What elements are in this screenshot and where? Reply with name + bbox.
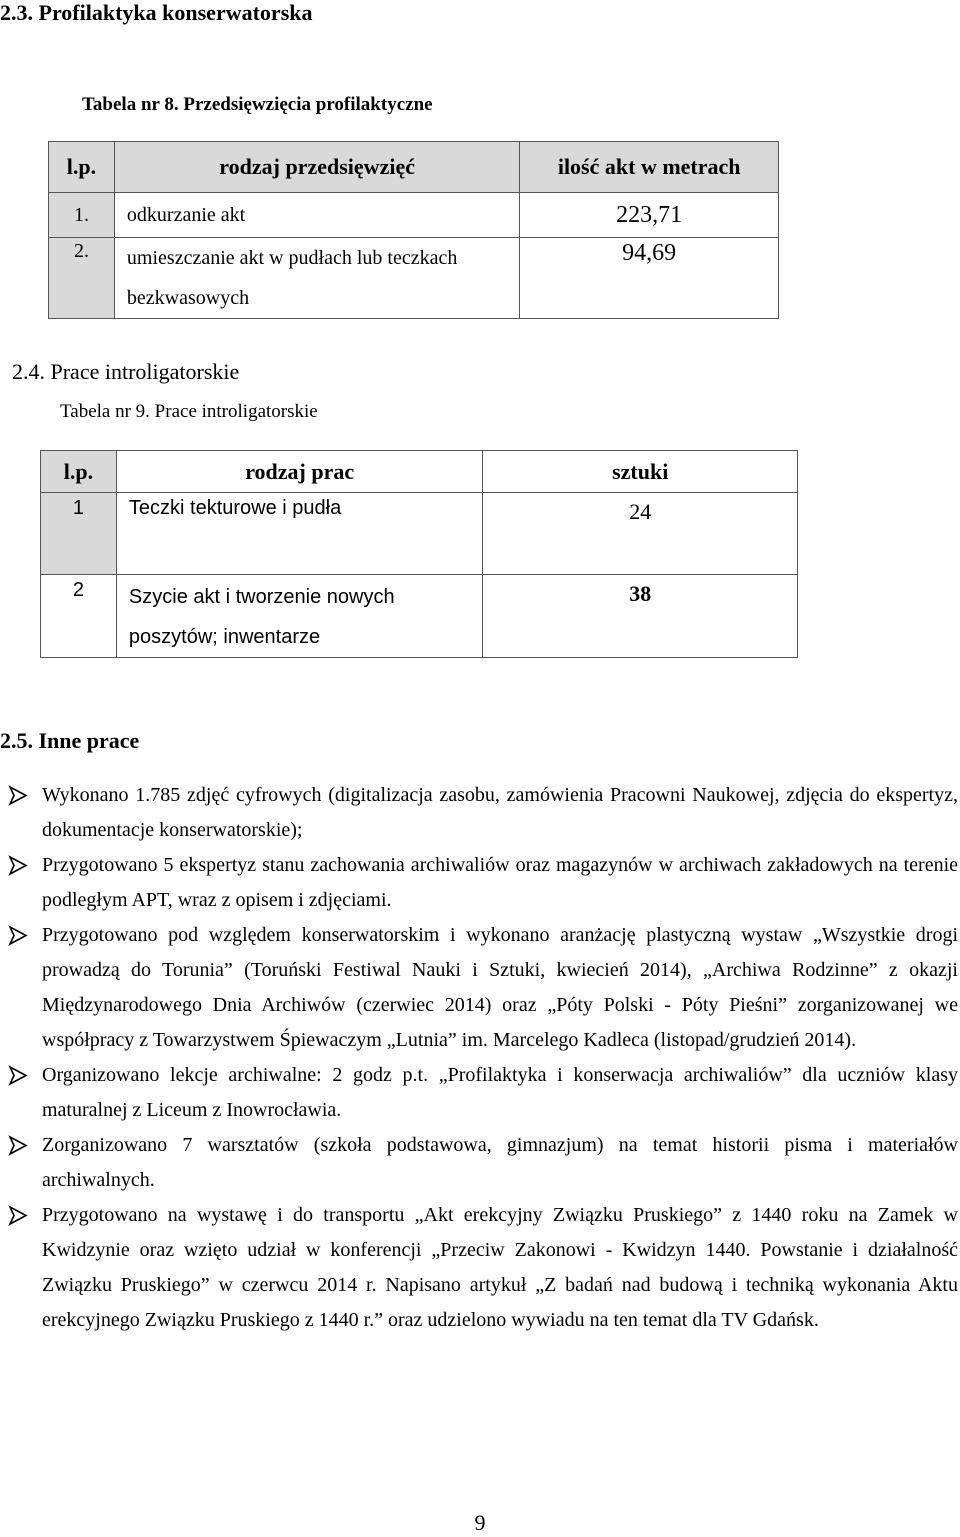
table-row bbox=[41, 493, 798, 575]
list-item-text: Wykonano 1.785 zdjęć cyfrowych (digitalizacja zasobu, zamówienia Pracowni Naukowej, zdjęcia do ekspertyz, dokumentacje konserwatorskie); bbox=[42, 784, 958, 841]
header-type: rodzaj przedsięwzięć bbox=[114, 142, 519, 193]
row-lp: 1 bbox=[41, 493, 117, 575]
list-item bbox=[8, 778, 958, 848]
header-type: rodzaj prac bbox=[116, 451, 483, 493]
section-heading-2-3: 2.3. Profilaktyka konserwatorska bbox=[0, 0, 313, 25]
row-value: 38 bbox=[483, 575, 798, 658]
row-name bbox=[116, 575, 483, 658]
row-value: 24 bbox=[483, 493, 798, 575]
row-name-line2: bezkwasowych bbox=[126, 287, 250, 309]
row-lp: 2. bbox=[49, 238, 115, 319]
list-item-text: Przygotowano pod względem konserwatorskim i wykonano aranżację plastyczną wystaw „Wszystkie drogi prowadzą do Torunia” (Toruński Festiwal Nauki i Sztuki, kwiecień 2014), „Archiwa Rodzinne” z okazji Międzynarodowego Dnia Archiwów (czerwiec 2014) oraz „Póty Polski - Póty Pieśni” zorganizowanej we współpracy z Towarzystwem Śpiewaczym „Lutnia” im. Marcelego Kadleca (listopad/grudzień 2014). bbox=[42, 924, 958, 1051]
row-name bbox=[114, 238, 519, 319]
list-item-text: Zorganizowano 7 warsztatów (szkoła podstawowa, gimnazjum) na temat historii pisma i materiałów archiwalnych. bbox=[42, 1134, 958, 1191]
table-9-caption: Tabela nr 9. Prace introligatorskie bbox=[60, 401, 318, 422]
table-8-caption: Tabela nr 8. Przedsięwzięcia profilaktyczne bbox=[82, 94, 433, 115]
row-value: 94,69 bbox=[520, 238, 779, 319]
list-item bbox=[8, 848, 958, 918]
row-value: 223,71 bbox=[520, 193, 779, 238]
arrow-bullet-icon bbox=[8, 1128, 30, 1163]
page-number: 9 bbox=[474, 1510, 486, 1535]
list-item-text: Przygotowano na wystawę i do transportu „Akt erekcyjny Związku Pruskiego” z 1440 roku na Zamek w Kwidzynie oraz wzięto udział w konferencji „Przeciw Zakonowi - Kwidzyn 1440. Powstanie i działalność Związku Pruskiego” w czerwcu 2014 r. Napisano artykuł „Z badań nad budową i techniką wykonania Aktu erekcyjnego Związku Pruskiego z 1440 r.” oraz udzielono wywiadu na ten temat dla TV Gdańsk. bbox=[42, 1204, 958, 1331]
arrow-bullet-icon bbox=[8, 778, 30, 813]
section-heading-2-5: 2.5. Inne prace bbox=[0, 728, 140, 753]
header-count: sztuki bbox=[483, 451, 798, 493]
arrow-bullet-icon bbox=[8, 1198, 30, 1233]
list-item bbox=[8, 1058, 958, 1128]
table-9 bbox=[40, 450, 798, 658]
header-lp: l.p. bbox=[41, 451, 117, 493]
arrow-bullet-icon bbox=[8, 1058, 30, 1093]
row-lp: 1. bbox=[49, 193, 115, 238]
table-row bbox=[49, 193, 779, 238]
table-header-row bbox=[49, 142, 779, 193]
arrow-bullet-icon bbox=[8, 918, 30, 953]
row-lp: 2 bbox=[41, 575, 117, 658]
list-item bbox=[8, 1198, 958, 1338]
header-lp: l.p. bbox=[49, 142, 115, 193]
row-name-line1: umieszczanie akt w pudłach lub teczkach bbox=[126, 247, 458, 269]
list-item-text: Organizowano lekcje archiwalne: 2 godz p.t. „Profilaktyka i konserwacja archiwaliów” dla uczniów klasy maturalnej z Liceum z Inowrocławia. bbox=[42, 1064, 958, 1121]
table-row bbox=[41, 575, 798, 658]
row-name-line2: poszytów; inwentarze bbox=[128, 626, 321, 648]
header-quantity: ilość akt w metrach bbox=[520, 142, 779, 193]
bullet-list bbox=[8, 778, 958, 1338]
table-header-row bbox=[41, 451, 798, 493]
section-heading-2-4: 2.4. Prace introligatorskie bbox=[12, 359, 240, 384]
list-item bbox=[8, 1128, 958, 1198]
table-8 bbox=[48, 141, 779, 319]
row-name-line1: Szycie akt i tworzenie nowych bbox=[128, 586, 395, 608]
list-item bbox=[8, 918, 958, 1058]
arrow-bullet-icon bbox=[8, 848, 30, 883]
list-item-text: Przygotowano 5 ekspertyz stanu zachowania archiwaliów oraz magazynów w archiwach zakładowych na terenie podległym APT, wraz z opisem i zdjęciami. bbox=[42, 854, 958, 911]
row-name: odkurzanie akt bbox=[114, 193, 519, 238]
row-name: Teczki tekturowe i pudła bbox=[116, 493, 483, 575]
table-row bbox=[49, 238, 779, 319]
